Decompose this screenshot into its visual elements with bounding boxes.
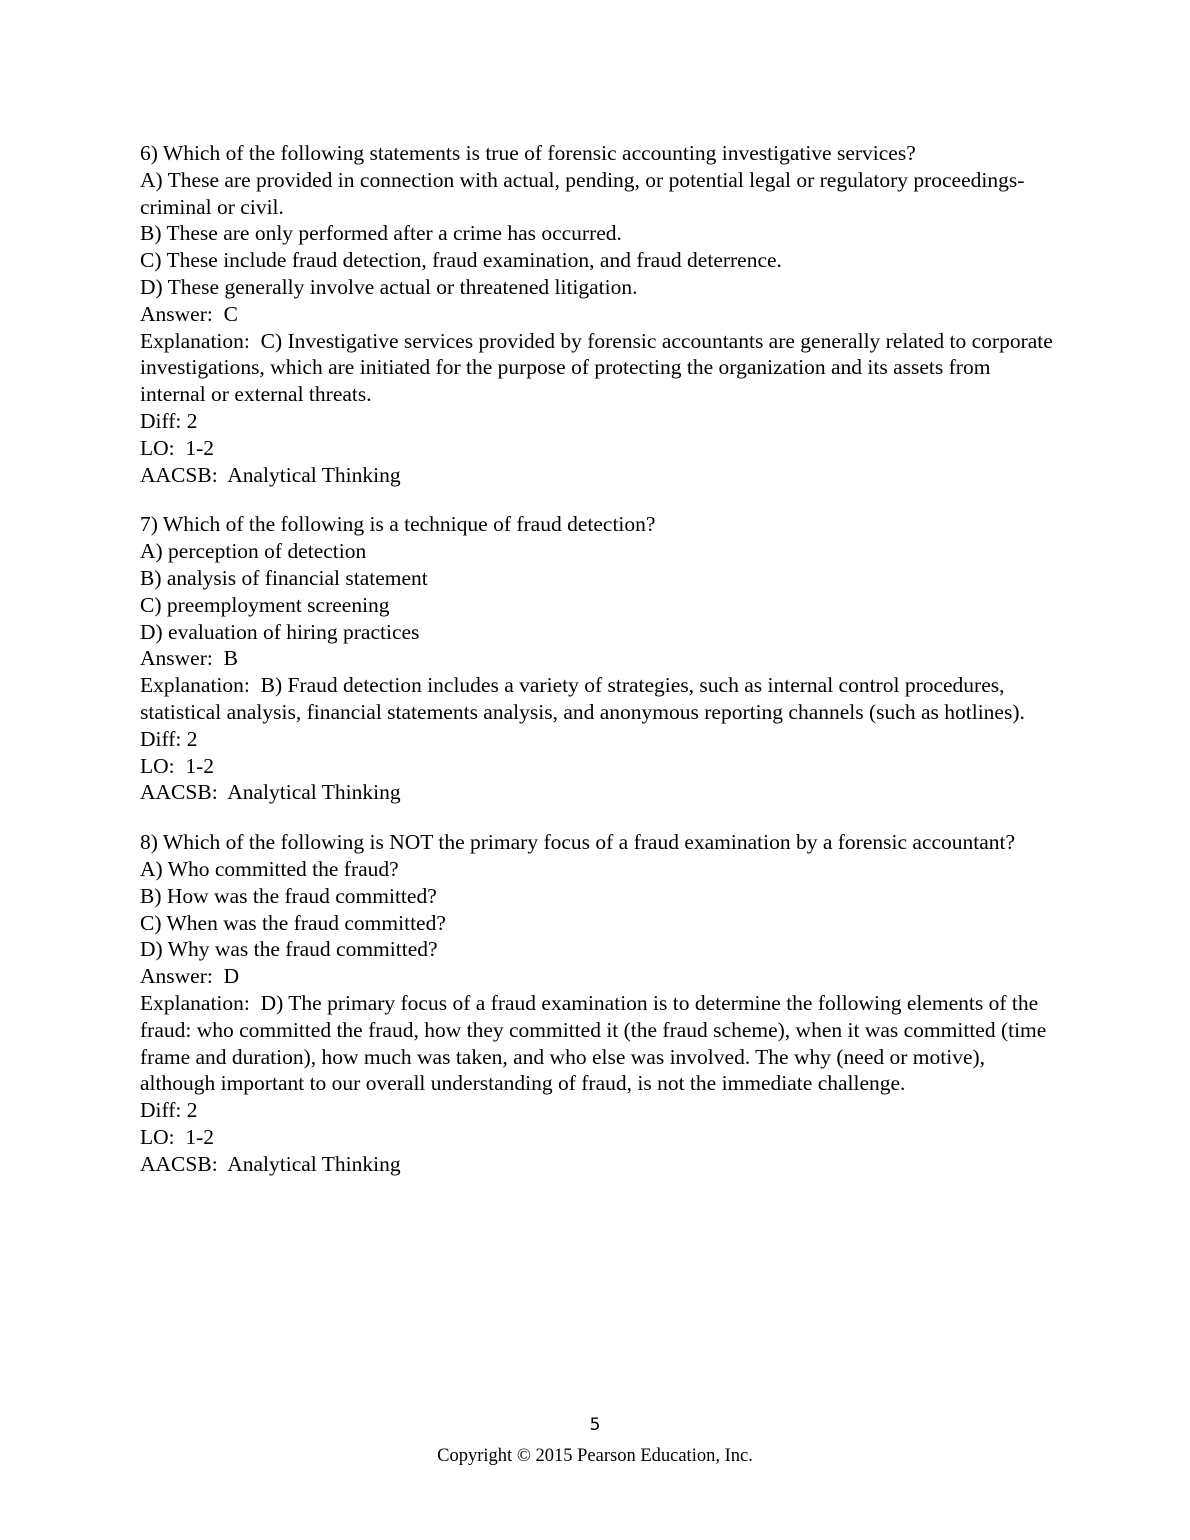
page-content [140, 140, 1060, 1200]
aacsb-tag: AACSB: Analytical Thinking [140, 780, 401, 805]
difficulty: Diff: 2 [140, 1098, 198, 1123]
question-6 [140, 140, 1060, 488]
copyright-notice: Copyright © 2015 Pearson Education, Inc. [437, 1446, 753, 1466]
learning-objective: LO: 1-2 [140, 753, 215, 778]
learning-objective: LO: 1-2 [140, 1124, 215, 1149]
option-b: B) analysis of financial statement [140, 565, 428, 590]
option-b: B) These are only performed after a crime has occurred. [140, 221, 622, 246]
explanation: Explanation: D) The primary focus of a fraud examination is to determine the following elements of the fraud: who committed the fraud, how they committed it (the fraud scheme), when it was committed (time frame and duration), how much was taken, and who else was involved. The why (need or motive), although important to our overall understanding of fraud, is not the immediate challenge. [140, 990, 1052, 1096]
option-c: C) These include fraud detection, fraud examination, and fraud deterrence. [140, 248, 782, 273]
option-c: C) preemployment screening [140, 592, 390, 617]
option-d: D) evaluation of hiring practices [140, 619, 420, 644]
option-d: D) Why was the fraud committed? [140, 937, 438, 962]
question-stem: 7) Which of the following is a technique of fraud detection? [140, 512, 656, 537]
answer: Answer: B [140, 646, 238, 671]
aacsb-tag: AACSB: Analytical Thinking [140, 1151, 401, 1176]
difficulty: Diff: 2 [140, 726, 198, 751]
explanation: Explanation: B) Fraud detection includes a variety of strategies, such as internal control procedures, statistical analysis, financial statements analysis, and anonymous reporting channels (such as hotlines). [140, 673, 1025, 724]
question-stem: 6) Which of the following statements is true of forensic accounting investigative services? [140, 141, 916, 165]
aacsb-tag: AACSB: Analytical Thinking [140, 462, 401, 487]
answer: Answer: C [140, 301, 238, 326]
question-7 [140, 511, 1060, 806]
answer: Answer: D [140, 964, 240, 989]
page-number: 5 [589, 1415, 601, 1435]
option-a: A) These are provided in connection with actual, pending, or potential legal or regulatory proceedings-criminal or civil. [140, 167, 1025, 219]
option-a: A) Who committed the fraud? [140, 856, 399, 881]
question-8 [140, 829, 1060, 1177]
explanation: Explanation: C) Investigative services provided by forensic accountants are generally related to corporate investigations, which are initiated for the purpose of protecting the organization and its assets from internal or external threats. [140, 328, 1059, 407]
learning-objective: LO: 1-2 [140, 435, 215, 460]
question-stem: 8) Which of the following is NOT the primary focus of a fraud examination by a forensic accountant? [140, 830, 1016, 855]
option-a: A) perception of detection [140, 539, 367, 564]
option-c: C) When was the fraud committed? [140, 910, 446, 935]
option-d: D) These generally involve actual or threatened litigation. [140, 274, 638, 299]
option-b: B) How was the fraud committed? [140, 883, 437, 908]
difficulty: Diff: 2 [140, 408, 198, 433]
